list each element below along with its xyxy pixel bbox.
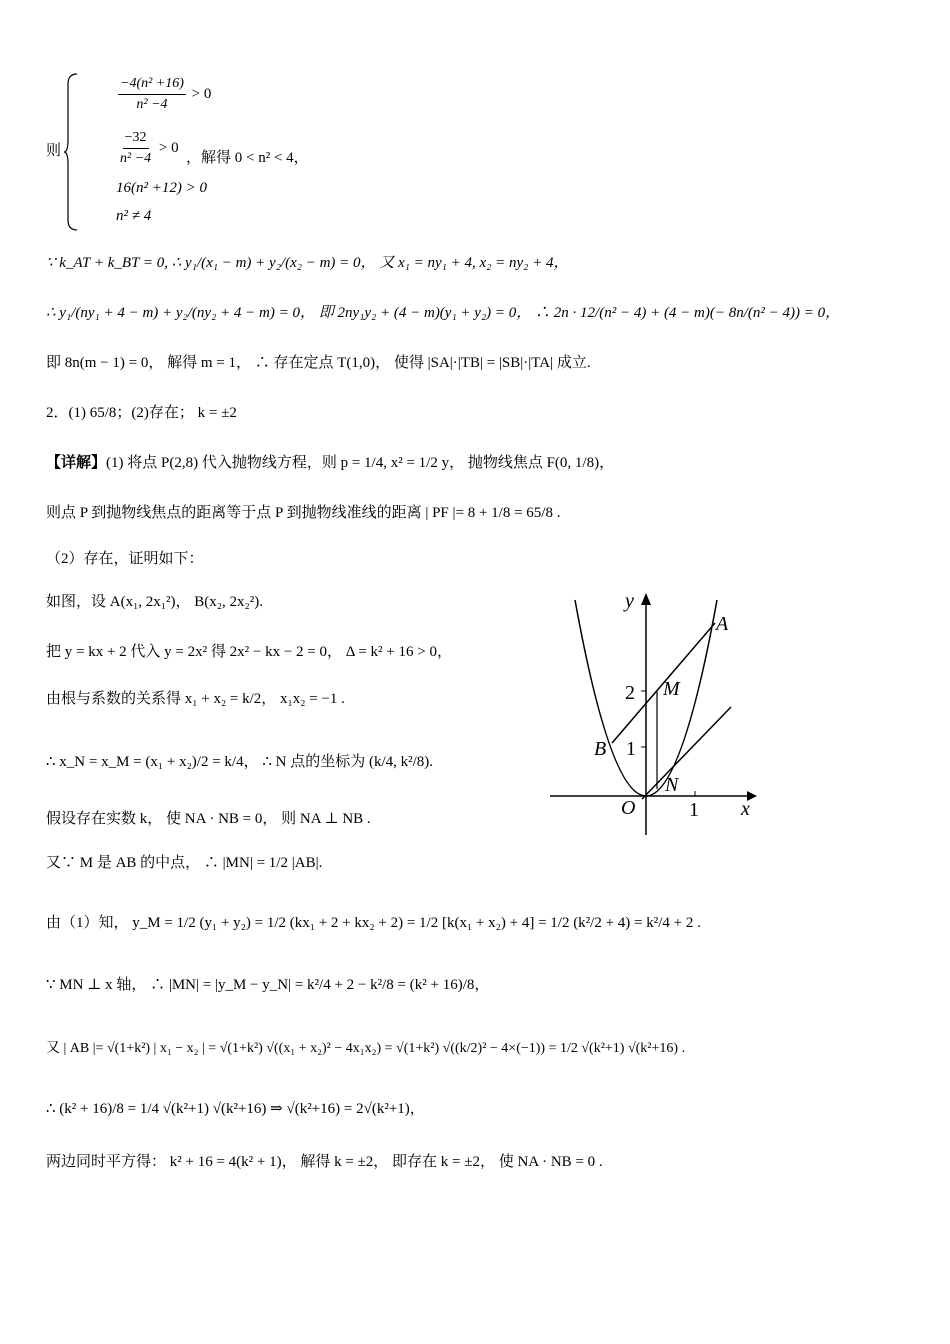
detail-line-1	[46, 456, 614, 471]
row2-denominator: n² −4	[120, 151, 152, 166]
tick-label-1y: 1	[626, 738, 636, 760]
label-b: B	[594, 738, 607, 760]
label-x: x	[741, 798, 750, 820]
step-9: 又 | AB |= √(1+k²) | x₁ − x₂ | = √(1+k²) √((x₁ + x₂)² − 4x₁x₂) = √(1+k²) √((k/2)² − 4×(−1)) = 1/2 √(k²+1) √(k²+16) .	[46, 1041, 686, 1056]
y-axis-arrow-icon	[641, 593, 651, 605]
step-8: ∵ MN ⊥ x 轴， ∴ |MN| = |y_M − y_N| = k²/4 + 2 − k²/8 = (k² + 16)/8，	[46, 977, 490, 993]
system-row-1	[116, 76, 211, 113]
system-conclusion: ，解得 0 < n² < 4，	[186, 150, 309, 166]
system-row-3: 16(n² +12) > 0	[116, 180, 207, 196]
step-4: ∴ x_N = x_M = (x₁ + x₂)/2 = k/4， ∴ N 点的坐标为 (k/4, k²/8).	[46, 754, 434, 770]
row1-numerator: −4(n² +16)	[118, 76, 186, 95]
line-through-n	[642, 707, 731, 799]
part2-heading: （2）存在，证明如下：	[46, 551, 204, 567]
left-brace	[64, 72, 78, 232]
step-6: 又∵ M 是 AB 的中点， ∴ |MN| = 1/2 |AB|.	[46, 855, 323, 871]
step-5: 假设存在实数 k， 使 NA · NB = 0， 则 NA ⊥ NB .	[46, 811, 371, 827]
row2-tail: > 0	[158, 139, 179, 156]
step-7: 由（1）知， y_M = 1/2 (y₁ + y₂) = 1/2 (kx₁ + 2 + kx₂ + 2) = 1/2 [k(x₁ + x₂) + 4] = 1/2 (k²/2 + 4) = k²/4 + 2 .	[46, 915, 701, 931]
label-a: A	[716, 613, 729, 635]
label-m: M	[663, 678, 680, 700]
row2-numerator: −32	[123, 130, 149, 149]
inequality-system	[46, 72, 426, 232]
detail-text-1: (1) 将点 P(2,8) 代入抛物线方程，则 p = 1/4, x² = 1/2 y， 抛物线焦点 F(0, 1/8)，	[106, 455, 615, 471]
step-10: ∴ (k² + 16)/8 = 1/4 √(k²+1) √(k²+16) ⇒ √(k²+16) = 2√(k²+1)，	[46, 1101, 425, 1117]
row1-tail: > 0	[191, 85, 212, 102]
row1-denominator: n² −4	[136, 97, 168, 112]
system-prefix: 则	[46, 143, 62, 159]
detail-line-2: 则点 P 到抛物线焦点的距离等于点 P 到抛物线准线的距离 | PF |= 8 + 1/8 = 65/8 .	[46, 505, 561, 521]
label-y: y	[625, 590, 634, 612]
step-3: 由根与系数的关系得 x₁ + x₂ = k/2， x₁x₂ = −1 .	[46, 691, 345, 707]
system-row-2	[116, 130, 179, 167]
line-substitution: ∴ y₁/(ny₁ + 4 − m) + y₂/(ny₂ + 4 − m) = 0， 即 2ny₁y₂ + (4 − m)(y₁ + y₂) = 0， ∴ 2n · 12/(n² − 4) + (4 − m)(− 8n/(n² − 4)) = 0，	[46, 305, 841, 321]
system-row-4: n² ≠ 4	[116, 208, 152, 224]
line-fixed-point: 即 8n(m − 1) = 0， 解得 m = 1， ∴ 存在定点 T(1,0)， 使得 |SA|·|TB| = |SB|·|TA| 成立.	[46, 355, 591, 371]
label-origin: O	[621, 797, 636, 819]
detail-label: 【详解】	[46, 455, 107, 471]
label-n: N	[665, 774, 679, 796]
step-1: 如图，设 A(x₁, 2x₁²)， B(x₂, 2x₂²).	[46, 594, 263, 610]
answer-line: 2．(1) 65/8；(2)存在； k = ±2	[46, 405, 237, 421]
step-11: 两边同时平方得： k² + 16 = 4(k² + 1)， 解得 k = ±2， 即存在 k = ±2， 使 NA · NB = 0 .	[46, 1154, 603, 1170]
step-2: 把 y = kx + 2 代入 y = 2x² 得 2x² − kx − 2 = 0， Δ = k² + 16 > 0，	[46, 644, 452, 660]
tick-label-2y: 2	[625, 682, 635, 704]
parabola-figure	[545, 585, 775, 840]
line-slope-sum: ∵ k_AT + k_BT = 0, ∴ y₁/(x₁ − m) + y₂/(x₂ − m) = 0， 又 x₁ = ny₁ + 4, x₂ = ny₂ + 4，	[46, 255, 569, 271]
tick-label-1x: 1	[689, 799, 699, 821]
